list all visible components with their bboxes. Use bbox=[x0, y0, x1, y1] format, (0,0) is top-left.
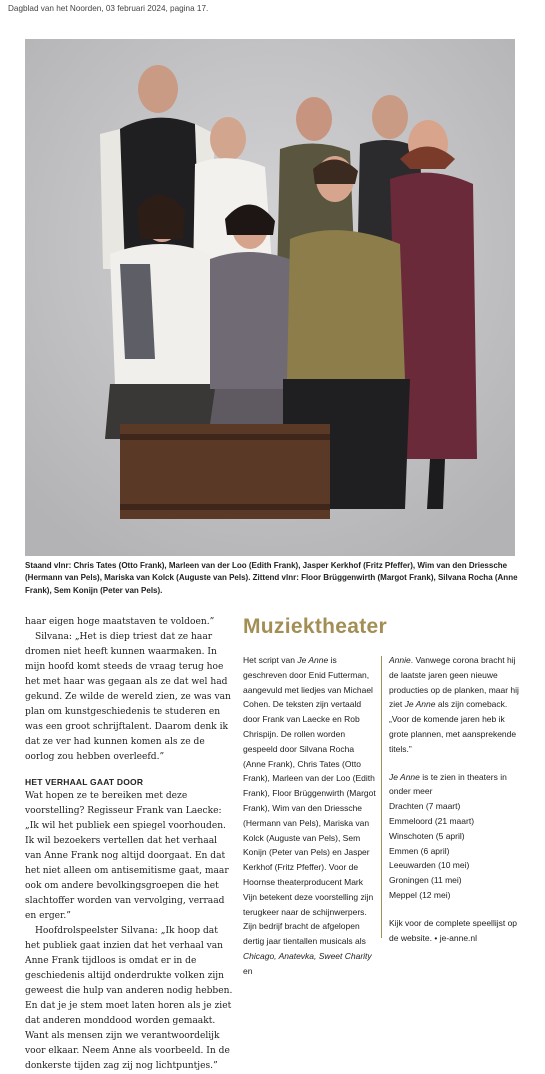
paragraph-3: Wat hopen ze te bereiken met deze voorstelling? Regisseur Frank van Laecke: „Ik wil het publiek een spiegel voorhouden. Ik wil bezoekers vertellen dat het verhaal van Anne Frank nog altijd doorgaat. En dat het niet alleen om antisemitisme gaat, maar ook om andere bevolkingsgroepen die het slachtoffer worden van vervolging, verraad en erger.” bbox=[25, 791, 229, 922]
sidebar-text: als zijn comeback. „Voor de komende jaren heb ik grote plannen, met aansprekende titels.” bbox=[389, 699, 517, 754]
musical-title: Annie bbox=[389, 655, 411, 665]
subheading: HET VERHAAL GAAT DOOR bbox=[25, 776, 144, 787]
show-title: Je Anne bbox=[389, 771, 420, 782]
paragraph-1: haar eigen hoge maatstaven te voldoen.” bbox=[25, 617, 215, 627]
sidebar-text: Het script van bbox=[243, 655, 298, 665]
show-title: Je Anne bbox=[297, 655, 329, 665]
website-note: Kijk voor de complete speellijst op de website. • je-anne.nl bbox=[389, 917, 518, 943]
paragraph-4: Hoofdrolspeelster Silvana: „Ik hoop dat het publiek gaat inzien dat het verhaal van Anne Frank tijdloos is omdat er in de geschiedenis altijd onderdrukte volken zijn geweest die hulp van anderen nodig hebben. En dat je je stem moet laten horen als je ziet dat anderen monddood worden gemaakt. Want als mensen zijn we verantwoordelijk voor elkaar. Neem Anne als voorbeeld. In de donkerste tijden zag zij nog lichtpuntjes.” bbox=[25, 926, 233, 1071]
show-date: Meppel (12 mei) bbox=[389, 889, 451, 900]
article-left-column bbox=[25, 615, 235, 1074]
cast-photo bbox=[25, 39, 515, 556]
show-date: Drachten (7 maart) bbox=[389, 801, 461, 812]
sidebar-title: Muziektheater bbox=[243, 615, 387, 638]
sidebar-paragraph bbox=[389, 653, 519, 757]
show-date: Winschoten (5 april) bbox=[389, 830, 465, 841]
cast-photo-illustration bbox=[25, 39, 515, 556]
shows-intro bbox=[389, 770, 519, 800]
photo-caption: Staand vlnr: Chris Tates (Otto Frank), Marleen van der Loo (Edith Frank), Jasper Kerkhof (Fritz Pfeffer), Wim van den Driessche (Hermann van Pels), Mariska van Kolck (Auguste van Pels). Zittend vlnr: Floor Brüggenwirth (Margot Frank), Silvana Rocha (Anne Frank), Sem Konijn (Peter van Pels). bbox=[25, 561, 518, 595]
sidebar-text: is te zien in theaters in onder meer bbox=[389, 771, 507, 797]
musical-titles: Chicago, Anatevka, Sweet Charity bbox=[243, 950, 372, 961]
sidebar-text: en bbox=[243, 965, 253, 976]
paragraph-2: Silvana: „Het is diep triest dat ze haar dromen niet heeft kunnen waarmaken. In mijn hoofd komt steeds de vraag terug hoe het met haar was gegaan als ze dat wel had gekund. Ze wilde de wereld zien, ze was van plan om kunstgeschiedenis te studeren en was een groot schrijftalent. Daarom denk ik dat ze ver had kunnen komen als ze de oorlog zou hebben overleefd.” bbox=[25, 631, 231, 762]
column-divider bbox=[381, 656, 382, 938]
show-title: Je Anne bbox=[404, 699, 436, 710]
sidebar-right-column bbox=[389, 653, 519, 945]
sidebar-text: . Vanwege corona bracht hij de laatste jaren geen nieuwe producties op de planken, maar hij ziet bbox=[389, 655, 519, 710]
sidebar-mid-column bbox=[243, 653, 376, 979]
newspaper-dateline: Dagblad van het Noorden, 03 februari 2024, pagina 17. bbox=[8, 4, 209, 13]
show-date: Leeuwarden (10 mei) bbox=[389, 860, 470, 871]
sidebar-text: is geschreven door Enid Futterman, aangevuld met liedjes van Michael Cohen. De teksten zijn vertaald door Frank van Laecke en Rob Chrispijn. De rollen worden gespeeld door Silvana Rocha (Anne Frank), Chris Tates (Otto Frank), Marleen van der Loo (Edith Frank), Floor Brüggenwirth (Margot Frank), Wim van den Driessche (Hermann van Pels), Mariska van Kolck (Auguste van Pels), Sem Konijn (Peter van Pels) en Jasper Kerkhof (Fritz Pfeffer). Voor de Hoornse theaterproducent Mark Vijn betekent deze voorstelling zijn terugkeer naar de schijnwerpers. Zijn bedrijf bracht de afgelopen dertig jaar tientallen musicals als bbox=[243, 655, 376, 947]
show-date: Emmeloord (21 maart) bbox=[389, 815, 475, 826]
show-date: Emmen (6 april) bbox=[389, 845, 450, 856]
show-date: Groningen (11 mei) bbox=[389, 875, 462, 886]
